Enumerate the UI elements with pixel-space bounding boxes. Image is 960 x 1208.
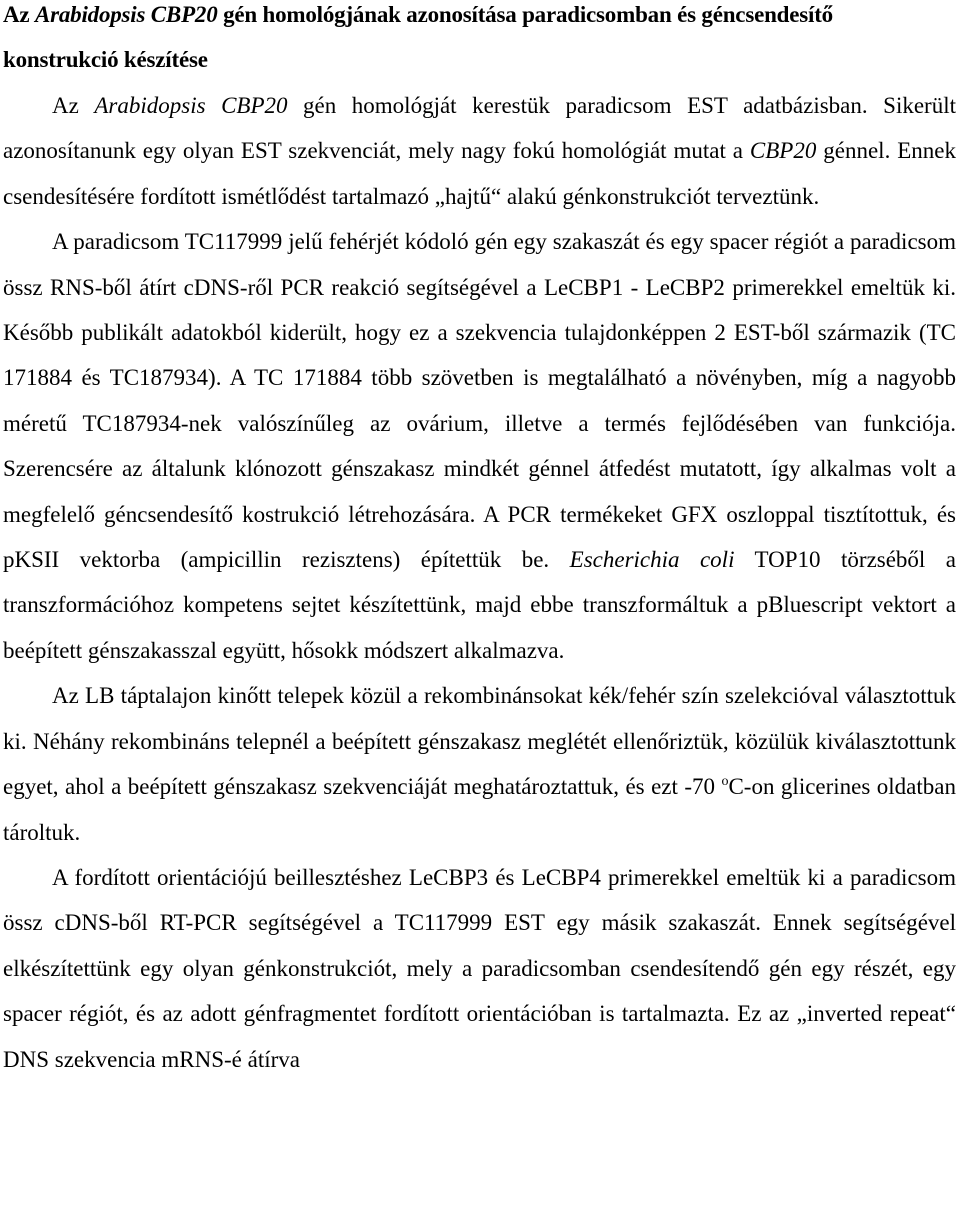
paragraph-4-text: A fordított orientációjú beillesztéshez LeCBP3 és LeCBP4 primerekkel emeltük ki a paradicsom össz cDNS-ből RT-PCR segítségével a TC117999 EST egy másik szakaszát. Ennek segítségével elkészítettünk egy olyan génkonstrukciót, mely a paradicsomban csendesítendő gén egy részét, egy spacer régiót, és az adott génfragmentet fordított orientációban is tartalmazta. Ez az „inverted repeat“ DNS szekvencia mRNS-é átírva xyxy=(3,864,956,1072)
paragraph-2 xyxy=(3,219,956,673)
paragraph-2-italic-a: Escherichia coli xyxy=(569,547,735,573)
paragraph-1-text-c: génnel. Ennek csendesítésére fordított ismétlődést tartalmazó „hajtű“ alakú génkonstrukciót terveztünk. xyxy=(3,138,956,209)
paragraph-1-italic-a: Arabidopsis CBP20 xyxy=(94,93,288,118)
paragraph-3-text-b: C-on glicerines oldatban tároltuk. xyxy=(3,774,956,845)
heading-species: Arabidopsis CBP20 xyxy=(34,2,218,27)
paragraph-3-text-a: Az LB táptalajon kinőtt telepek közül a rekombinánsokat kék/fehér szín szelekcióval választottuk ki. Néhány rekombináns telepnél a beépített génszakasz meglétét ellenőriztük, közülük kiválasztottunk egyet, ahol a beépített génszakasz szekvenciáját meghatároztattuk, és ezt -70 xyxy=(3,683,956,800)
paragraph-2-text-a: A paradicsom TC117999 jelű fehérjét kódoló gén egy szakaszát és egy spacer régiót a paradicsom össz RNS-ből átírt cDNS-ről PCR reakció segítségével a LeCBP1 - LeCBP2 primerekkel emeltük ki. Később publikált adatokból kiderült, hogy ez a szekvencia tulajdonképpen 2 EST-ből származik (TC 171884 és TC187934). A TC 171884 több szövetben is megtalálható a növényben, míg a nagyobb méretű TC187934-nek valószínűleg az ovárium, illetve a termés fejlődésében van funkciója. Szerencsére az általunk klónozott génszakasz mindkét génnel átfedést mutatott, így alkalmas volt a megfelelő géncsendesítő kostrukció létrehozására. A PCR termékeket GFX oszloppal tisztítottuk, és pKSII vektorba (ampicillin rezisztens) építettük be. xyxy=(3,229,956,573)
heading-prefix: Az xyxy=(3,2,35,27)
paragraph-1-text-b: gén homológját kerestük paradicsom EST adatbázisban. Sikerült azonosítanunk egy olyan EST szekvenciát, mely nagy fokú homológiát mutat a xyxy=(3,93,956,164)
heading-line2: konstrukció készítése xyxy=(3,47,208,72)
paragraph-1-italic-b: CBP20 xyxy=(749,138,817,164)
section-heading xyxy=(3,0,956,82)
paragraph-4 xyxy=(3,855,956,1082)
paragraph-1 xyxy=(3,83,956,219)
heading-rest: gén homológjának azonosítása paradicsomban és géncsendesítő xyxy=(217,2,833,27)
paragraph-3 xyxy=(3,673,956,855)
paragraph-1-text-a: Az xyxy=(52,93,95,118)
degree-superscript: o xyxy=(721,774,729,790)
paragraph-2-text-b: TOP10 törzséből a transzformációhoz kompetens sejtet készítettünk, majd ebbe transzformáltuk a pBluescript vektort a beépített génszakasszal együtt, hősokk módszert alkalmazva. xyxy=(3,547,956,663)
